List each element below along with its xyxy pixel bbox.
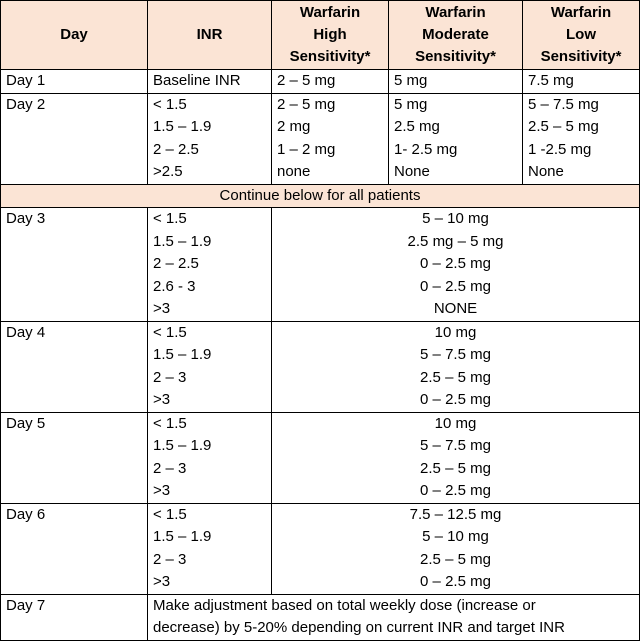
table-row-day5 xyxy=(1,412,640,503)
table-row-day1 xyxy=(1,70,640,94)
inr-range: 1.5 – 1.9 xyxy=(153,232,212,250)
inr-range: < 1.5 xyxy=(153,95,187,113)
header-text: Warfarin xyxy=(425,4,486,21)
header-inr: INR xyxy=(148,1,272,70)
moderate-dose-cell: 5 mg xyxy=(389,70,523,94)
dose-value: 2 – 5 mg xyxy=(277,95,336,113)
note-text: Make adjustment based on total weekly dose (increase or xyxy=(153,596,536,614)
day-cell: Day 1 xyxy=(1,70,148,94)
dose-value: 2.5 – 5 mg xyxy=(528,118,599,135)
inr-range: 1.5 – 1.9 xyxy=(153,118,212,135)
dose-value: NONE xyxy=(433,300,478,317)
inr-cell: Baseline INR xyxy=(148,70,272,94)
dose-value: 5 mg xyxy=(394,95,428,113)
inr-range: >3 xyxy=(153,391,171,408)
dose-value: 0 – 2.5 mg xyxy=(420,482,491,499)
header-high-sensitivity xyxy=(272,1,389,70)
dose-cell xyxy=(272,412,640,503)
day-cell: Day 5 xyxy=(1,412,148,503)
inr-range: >3 xyxy=(153,482,171,499)
inr-range: 2.6 - 3 xyxy=(153,277,196,295)
header-day: Day xyxy=(1,1,148,70)
dose-value: 0 – 2.5 mg xyxy=(420,255,491,272)
dose-value: 2.5 – 5 mg xyxy=(420,550,491,568)
dose-value: 5 – 7.5 mg xyxy=(420,437,491,454)
dose-value: None xyxy=(528,163,564,180)
low-dose-cell xyxy=(523,93,640,184)
dose-value: 0 – 2.5 mg xyxy=(420,277,491,295)
inr-cell xyxy=(148,208,272,322)
moderate-dose-cell xyxy=(389,93,523,184)
dose-cell xyxy=(272,208,640,322)
dose-cell xyxy=(272,503,640,594)
inr-range: 1.5 – 1.9 xyxy=(153,346,212,363)
table-row-day6 xyxy=(1,503,640,594)
inr-range: < 1.5 xyxy=(153,414,187,432)
inr-cell xyxy=(148,93,272,184)
inr-range: < 1.5 xyxy=(153,323,187,341)
inr-range: 2 – 2.5 xyxy=(153,255,199,272)
inr-range: < 1.5 xyxy=(153,210,187,227)
adjustment-note xyxy=(148,594,640,640)
dose-value: 5 – 7.5 mg xyxy=(420,346,491,363)
header-text: Low xyxy=(566,26,596,43)
table-row-banner xyxy=(1,184,640,208)
dose-value: 0 – 2.5 mg xyxy=(420,391,491,408)
header-row xyxy=(1,1,640,70)
dose-cell xyxy=(272,321,640,412)
header-text: Sensitivity* xyxy=(415,48,496,65)
dose-value: 1 – 2 mg xyxy=(277,140,336,158)
dose-value: 5 – 10 mg xyxy=(422,528,489,545)
table-row-day2 xyxy=(1,93,640,184)
dose-value: None xyxy=(394,163,430,180)
dose-value: 10 mg xyxy=(434,414,477,432)
inr-range: 1.5 – 1.9 xyxy=(153,528,212,545)
day-cell: Day 3 xyxy=(1,208,148,322)
high-dose-cell: 2 – 5 mg xyxy=(272,70,389,94)
dose-value: 0 – 2.5 mg xyxy=(420,573,491,590)
dose-value: 2.5 mg – 5 mg xyxy=(407,232,504,250)
dose-value: 5 – 10 mg xyxy=(422,210,489,227)
dose-value: 2.5 – 5 mg xyxy=(420,459,491,477)
dose-value: 5 – 7.5 mg xyxy=(528,95,599,113)
dose-value: none xyxy=(277,163,311,180)
day-cell: Day 7 xyxy=(1,594,148,640)
dose-value: 2.5 – 5 mg xyxy=(420,368,491,386)
inr-cell xyxy=(148,321,272,412)
dose-value: 2 mg xyxy=(277,118,311,135)
dose-value: 2.5 mg xyxy=(394,118,440,135)
dose-value: 7.5 – 12.5 mg xyxy=(409,505,502,523)
inr-range: >3 xyxy=(153,573,171,590)
header-text: Moderate xyxy=(422,26,489,43)
header-text: Sensitivity* xyxy=(289,48,371,65)
inr-range: 2 – 3 xyxy=(153,550,187,568)
dose-value: 1 -2.5 mg xyxy=(528,140,592,158)
inr-range: 2 – 3 xyxy=(153,459,187,477)
table-row-day7 xyxy=(1,594,640,640)
inr-cell xyxy=(148,412,272,503)
inr-range: >3 xyxy=(153,300,171,317)
dose-value: 10 mg xyxy=(434,323,477,341)
inr-range: < 1.5 xyxy=(153,505,187,523)
day-cell: Day 4 xyxy=(1,321,148,412)
inr-range: 1.5 – 1.9 xyxy=(153,437,212,454)
note-text: decrease) by 5-20% depending on current INR and target INR xyxy=(153,619,565,636)
high-dose-cell xyxy=(272,93,389,184)
header-moderate-sensitivity xyxy=(389,1,523,70)
continue-banner: Continue below for all patients xyxy=(1,184,640,208)
low-dose-cell: 7.5 mg xyxy=(523,70,640,94)
day-cell: Day 2 xyxy=(1,93,148,184)
header-text: Sensitivity* xyxy=(540,48,622,65)
inr-range: >2.5 xyxy=(153,163,183,180)
header-low-sensitivity xyxy=(523,1,640,70)
table-row-day4 xyxy=(1,321,640,412)
header-text: Warfarin xyxy=(299,4,361,21)
header-text: High xyxy=(313,26,347,43)
table-row-day3 xyxy=(1,208,640,322)
inr-range: 2 – 3 xyxy=(153,368,187,386)
header-text: Warfarin xyxy=(550,4,612,21)
inr-cell xyxy=(148,503,272,594)
inr-range: 2 – 2.5 xyxy=(153,140,199,158)
day-cell: Day 6 xyxy=(1,503,148,594)
dose-value: 1- 2.5 mg xyxy=(394,140,458,158)
